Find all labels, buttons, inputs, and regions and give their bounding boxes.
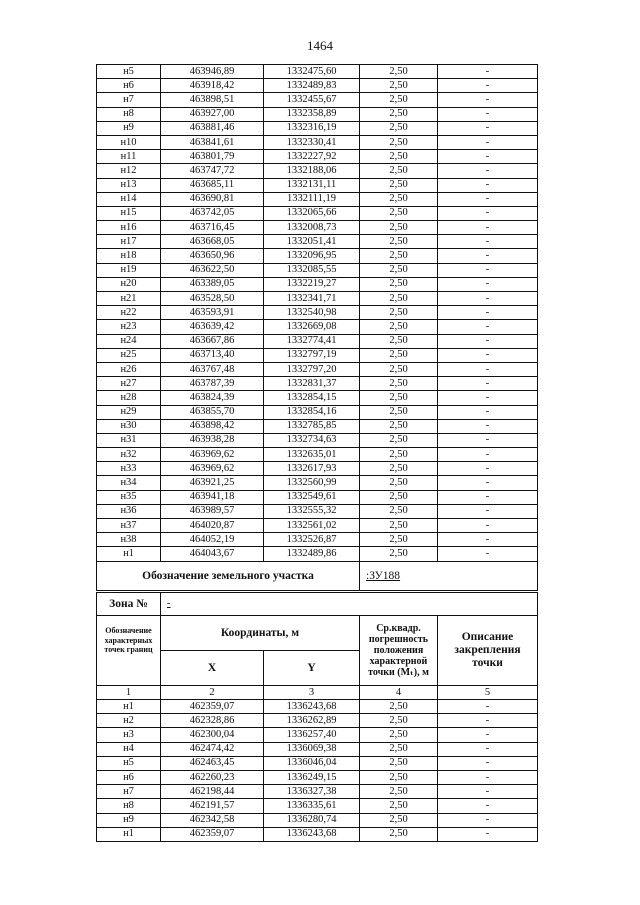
x-coordinate-cell: 463747,72 (161, 164, 264, 178)
error-cell: 2,50 (360, 277, 438, 291)
table-row (97, 519, 538, 533)
error-cell: 2,50 (360, 320, 438, 334)
x-coordinate-cell: 463946,89 (161, 65, 264, 79)
column-number-row (97, 686, 538, 700)
error-cell: 2,50 (360, 419, 438, 433)
y-coordinate-cell: 1332797,20 (264, 362, 360, 376)
y-coordinate-cell: 1332316,19 (264, 121, 360, 135)
x-coordinate-cell: 463593,91 (161, 306, 264, 320)
description-cell: - (438, 433, 538, 447)
point-id-cell: н29 (97, 405, 161, 419)
point-id-cell: н17 (97, 235, 161, 249)
error-cell: 2,50 (360, 728, 438, 742)
description-cell: - (438, 334, 538, 348)
description-cell: - (438, 79, 538, 93)
x-coordinate-cell: 462463,45 (161, 756, 264, 770)
description-cell: - (438, 206, 538, 220)
column-number: 1 (97, 686, 161, 700)
x-coordinate-cell: 464020,87 (161, 519, 264, 533)
table-row (97, 827, 538, 841)
land-plot-value: :ЗУ188 (360, 561, 538, 590)
y-coordinate-cell: 1332560,99 (264, 476, 360, 490)
error-cell: 2,50 (360, 348, 438, 362)
error-cell: 2,50 (360, 65, 438, 79)
description-cell: - (438, 756, 538, 770)
x-coordinate-cell: 464043,67 (161, 547, 264, 561)
point-id-cell: н5 (97, 756, 161, 770)
error-cell: 2,50 (360, 490, 438, 504)
header-row (97, 616, 538, 651)
description-cell: - (438, 742, 538, 756)
description-cell: - (438, 770, 538, 784)
error-cell: 2,50 (360, 178, 438, 192)
point-id-cell: н38 (97, 533, 161, 547)
point-id-cell: н24 (97, 334, 161, 348)
x-coordinate-cell: 462300,04 (161, 728, 264, 742)
point-id-cell: н11 (97, 150, 161, 164)
x-coordinate-cell: 462342,58 (161, 813, 264, 827)
point-id-cell: н5 (97, 65, 161, 79)
table-row (97, 756, 538, 770)
description-cell: - (438, 135, 538, 149)
table-row (97, 785, 538, 799)
description-cell: - (438, 799, 538, 813)
error-cell: 2,50 (360, 742, 438, 756)
table-row (97, 135, 538, 149)
error-cell: 2,50 (360, 700, 438, 714)
description-cell: - (438, 178, 538, 192)
description-cell: - (438, 391, 538, 405)
y-coordinate-cell: 1332455,67 (264, 93, 360, 107)
error-cell: 2,50 (360, 533, 438, 547)
point-id-cell: н34 (97, 476, 161, 490)
column-number: 2 (161, 686, 264, 700)
table-row (97, 813, 538, 827)
table-row (97, 65, 538, 79)
error-cell: 2,50 (360, 249, 438, 263)
table-row (97, 377, 538, 391)
column-number: 5 (438, 686, 538, 700)
y-coordinate-cell: 1336069,38 (264, 742, 360, 756)
header-description: Описание закрепления точки (438, 616, 538, 686)
point-id-cell: н15 (97, 206, 161, 220)
y-coordinate-cell: 1336249,15 (264, 770, 360, 784)
x-coordinate-cell: 462191,57 (161, 799, 264, 813)
header-y: Y (264, 651, 360, 686)
x-coordinate-cell: 463881,46 (161, 121, 264, 135)
description-cell: - (438, 362, 538, 376)
zone-table-body (97, 700, 538, 842)
y-coordinate-cell: 1332774,41 (264, 334, 360, 348)
description-cell: - (438, 164, 538, 178)
error-cell: 2,50 (360, 519, 438, 533)
table-row (97, 121, 538, 135)
description-cell: - (438, 504, 538, 518)
description-cell: - (438, 476, 538, 490)
point-id-cell: н30 (97, 419, 161, 433)
x-coordinate-cell: 463713,40 (161, 348, 264, 362)
description-cell: - (438, 93, 538, 107)
y-coordinate-cell: 1332358,89 (264, 107, 360, 121)
y-coordinate-cell: 1332854,15 (264, 391, 360, 405)
description-cell: - (438, 490, 538, 504)
table-row (97, 405, 538, 419)
table-row (97, 533, 538, 547)
point-id-cell: н9 (97, 121, 161, 135)
y-coordinate-cell: 1332526,87 (264, 533, 360, 547)
error-cell: 2,50 (360, 192, 438, 206)
description-cell: - (438, 785, 538, 799)
y-coordinate-cell: 1336257,40 (264, 728, 360, 742)
x-coordinate-cell: 463824,39 (161, 391, 264, 405)
x-coordinate-cell: 463801,79 (161, 150, 264, 164)
x-coordinate-cell: 462359,07 (161, 700, 264, 714)
table-row (97, 714, 538, 728)
table-row (97, 334, 538, 348)
description-cell: - (438, 221, 538, 235)
y-coordinate-cell: 1332561,02 (264, 519, 360, 533)
description-cell: - (438, 263, 538, 277)
y-coordinate-cell: 1332085,55 (264, 263, 360, 277)
description-cell: - (438, 107, 538, 121)
description-cell: - (438, 306, 538, 320)
x-coordinate-cell: 463742,05 (161, 206, 264, 220)
table-row (97, 277, 538, 291)
description-cell: - (438, 192, 538, 206)
table-row (97, 433, 538, 447)
table-row (97, 362, 538, 376)
error-cell: 2,50 (360, 362, 438, 376)
error-cell: 2,50 (360, 221, 438, 235)
x-coordinate-cell: 463841,61 (161, 135, 264, 149)
point-id-cell: н22 (97, 306, 161, 320)
x-coordinate-cell: 463668,05 (161, 235, 264, 249)
y-coordinate-cell: 1332489,83 (264, 79, 360, 93)
land-plot-label: Обозначение земельного участка (97, 561, 360, 590)
x-coordinate-cell: 462474,42 (161, 742, 264, 756)
x-coordinate-cell: 463941,18 (161, 490, 264, 504)
x-coordinate-cell: 462198,44 (161, 785, 264, 799)
column-number: 3 (264, 686, 360, 700)
error-cell: 2,50 (360, 334, 438, 348)
table-row (97, 700, 538, 714)
point-id-cell: н13 (97, 178, 161, 192)
table-row (97, 448, 538, 462)
x-coordinate-cell: 463969,62 (161, 462, 264, 476)
description-cell: - (438, 150, 538, 164)
x-coordinate-cell: 463898,42 (161, 419, 264, 433)
table-row (97, 206, 538, 220)
x-coordinate-cell: 462359,07 (161, 827, 264, 841)
error-cell: 2,50 (360, 462, 438, 476)
table-row (97, 320, 538, 334)
x-coordinate-cell: 463650,96 (161, 249, 264, 263)
table-row (97, 728, 538, 742)
error-cell: 2,50 (360, 785, 438, 799)
error-cell: 2,50 (360, 547, 438, 561)
y-coordinate-cell: 1332549,61 (264, 490, 360, 504)
zone-row (97, 593, 538, 616)
y-coordinate-cell: 1332475,60 (264, 65, 360, 79)
point-id-cell: н35 (97, 490, 161, 504)
x-coordinate-cell: 463938,28 (161, 433, 264, 447)
point-id-cell: н16 (97, 221, 161, 235)
y-coordinate-cell: 1332540,98 (264, 306, 360, 320)
x-coordinate-cell: 463787,39 (161, 377, 264, 391)
y-coordinate-cell: 1332635,01 (264, 448, 360, 462)
table-row (97, 799, 538, 813)
point-id-cell: н8 (97, 107, 161, 121)
error-cell: 2,50 (360, 476, 438, 490)
description-cell: - (438, 714, 538, 728)
x-coordinate-cell: 463690,81 (161, 192, 264, 206)
y-coordinate-cell: 1332065,66 (264, 206, 360, 220)
description-cell: - (438, 519, 538, 533)
description-cell: - (438, 377, 538, 391)
x-coordinate-cell: 463639,42 (161, 320, 264, 334)
table-row (97, 164, 538, 178)
point-id-cell: н9 (97, 813, 161, 827)
x-coordinate-cell: 463716,45 (161, 221, 264, 235)
point-id-cell: н6 (97, 770, 161, 784)
error-cell: 2,50 (360, 150, 438, 164)
y-coordinate-cell: 1332797,19 (264, 348, 360, 362)
y-coordinate-cell: 1332188,06 (264, 164, 360, 178)
y-coordinate-cell: 1336243,68 (264, 827, 360, 841)
point-id-cell: н26 (97, 362, 161, 376)
point-id-cell: н1 (97, 700, 161, 714)
table-row (97, 249, 538, 263)
table-row (97, 79, 538, 93)
table-row (97, 107, 538, 121)
error-cell: 2,50 (360, 714, 438, 728)
header-x: X (161, 651, 264, 686)
table-row (97, 178, 538, 192)
y-coordinate-cell: 1332111,19 (264, 192, 360, 206)
error-cell: 2,50 (360, 235, 438, 249)
table-row (97, 93, 538, 107)
y-coordinate-cell: 1336046,04 (264, 756, 360, 770)
error-cell: 2,50 (360, 448, 438, 462)
point-id-cell: н1 (97, 547, 161, 561)
point-id-cell: н2 (97, 714, 161, 728)
y-coordinate-cell: 1332227,92 (264, 150, 360, 164)
x-coordinate-cell: 463927,00 (161, 107, 264, 121)
description-cell: - (438, 405, 538, 419)
description-cell: - (438, 292, 538, 306)
table-row (97, 462, 538, 476)
point-id-cell: н6 (97, 79, 161, 93)
description-cell: - (438, 700, 538, 714)
y-coordinate-cell: 1332617,93 (264, 462, 360, 476)
error-cell: 2,50 (360, 79, 438, 93)
page-number: 1464 (307, 38, 333, 53)
table-row (97, 221, 538, 235)
description-cell: - (438, 249, 538, 263)
description-cell: - (438, 827, 538, 841)
error-cell: 2,50 (360, 121, 438, 135)
point-id-cell: н18 (97, 249, 161, 263)
x-coordinate-cell: 463685,11 (161, 178, 264, 192)
column-number: 4 (360, 686, 438, 700)
description-cell: - (438, 277, 538, 291)
point-id-cell: н19 (97, 263, 161, 277)
point-id-cell: н4 (97, 742, 161, 756)
point-id-cell: н23 (97, 320, 161, 334)
description-cell: - (438, 121, 538, 135)
table-row (97, 192, 538, 206)
point-id-cell: н25 (97, 348, 161, 362)
error-cell: 2,50 (360, 770, 438, 784)
y-coordinate-cell: 1336280,74 (264, 813, 360, 827)
description-cell: - (438, 348, 538, 362)
table-row (97, 770, 538, 784)
zone-coordinates-table (96, 592, 538, 842)
description-cell: - (438, 813, 538, 827)
y-coordinate-cell: 1332096,95 (264, 249, 360, 263)
x-coordinate-cell: 463767,48 (161, 362, 264, 376)
point-id-cell: н10 (97, 135, 161, 149)
description-cell: - (438, 419, 538, 433)
y-coordinate-cell: 1332785,85 (264, 419, 360, 433)
error-cell: 2,50 (360, 504, 438, 518)
error-cell: 2,50 (360, 164, 438, 178)
x-coordinate-cell: 463969,62 (161, 448, 264, 462)
table-row (97, 306, 538, 320)
y-coordinate-cell: 1332330,41 (264, 135, 360, 149)
description-cell: - (438, 547, 538, 561)
table-row (97, 391, 538, 405)
table-row (97, 742, 538, 756)
y-coordinate-cell: 1332051,41 (264, 235, 360, 249)
description-cell: - (438, 235, 538, 249)
error-cell: 2,50 (360, 405, 438, 419)
y-coordinate-cell: 1332555,32 (264, 504, 360, 518)
error-cell: 2,50 (360, 93, 438, 107)
x-coordinate-cell: 463989,57 (161, 504, 264, 518)
x-coordinate-cell: 463898,51 (161, 93, 264, 107)
x-coordinate-cell: 463918,42 (161, 79, 264, 93)
x-coordinate-cell: 463622,50 (161, 263, 264, 277)
zone-label: Зона № (97, 593, 161, 616)
point-id-cell: н12 (97, 164, 161, 178)
header-error: Ср.квадр. погрешность положения характерной точки (Mₜ), м (360, 616, 438, 686)
y-coordinate-cell: 1332831,37 (264, 377, 360, 391)
table-row (97, 419, 538, 433)
error-cell: 2,50 (360, 206, 438, 220)
point-id-cell: н3 (97, 728, 161, 742)
error-cell: 2,50 (360, 391, 438, 405)
error-cell: 2,50 (360, 263, 438, 277)
header-point-designation: Обозначение характерных точек границ (97, 616, 161, 686)
point-id-cell: н37 (97, 519, 161, 533)
table-row (97, 292, 538, 306)
point-id-cell: н7 (97, 93, 161, 107)
error-cell: 2,50 (360, 433, 438, 447)
description-cell: - (438, 65, 538, 79)
error-cell: 2,50 (360, 813, 438, 827)
point-id-cell: н14 (97, 192, 161, 206)
point-id-cell: н33 (97, 462, 161, 476)
y-coordinate-cell: 1336262,89 (264, 714, 360, 728)
land-plot-row (97, 561, 538, 590)
y-coordinate-cell: 1332489,86 (264, 547, 360, 561)
error-cell: 2,50 (360, 135, 438, 149)
y-coordinate-cell: 1332008,73 (264, 221, 360, 235)
table-row (97, 263, 538, 277)
x-coordinate-cell: 463667,86 (161, 334, 264, 348)
y-coordinate-cell: 1332734,63 (264, 433, 360, 447)
point-id-cell: н7 (97, 785, 161, 799)
header-coordinates: Координаты, м (161, 616, 360, 651)
description-cell: - (438, 462, 538, 476)
error-cell: 2,50 (360, 756, 438, 770)
x-coordinate-cell: 463528,50 (161, 292, 264, 306)
y-coordinate-cell: 1332219,27 (264, 277, 360, 291)
y-coordinate-cell: 1332854,16 (264, 405, 360, 419)
table-row (97, 504, 538, 518)
y-coordinate-cell: 1336327,38 (264, 785, 360, 799)
x-coordinate-cell: 463855,70 (161, 405, 264, 419)
point-id-cell: н8 (97, 799, 161, 813)
x-coordinate-cell: 462328,86 (161, 714, 264, 728)
y-coordinate-cell: 1332131,11 (264, 178, 360, 192)
point-id-cell: н28 (97, 391, 161, 405)
table-row (97, 547, 538, 561)
x-coordinate-cell: 464052,19 (161, 533, 264, 547)
error-cell: 2,50 (360, 306, 438, 320)
zone-value: - (161, 593, 538, 616)
description-cell: - (438, 533, 538, 547)
y-coordinate-cell: 1332669,08 (264, 320, 360, 334)
table-row (97, 235, 538, 249)
point-id-cell: н31 (97, 433, 161, 447)
error-cell: 2,50 (360, 377, 438, 391)
x-coordinate-cell: 463921,25 (161, 476, 264, 490)
coordinates-table-body (97, 65, 538, 562)
table-row (97, 476, 538, 490)
x-coordinate-cell: 462260,23 (161, 770, 264, 784)
description-cell: - (438, 728, 538, 742)
error-cell: 2,50 (360, 292, 438, 306)
point-id-cell: н32 (97, 448, 161, 462)
point-id-cell: н27 (97, 377, 161, 391)
description-cell: - (438, 448, 538, 462)
error-cell: 2,50 (360, 827, 438, 841)
y-coordinate-cell: 1336335,61 (264, 799, 360, 813)
table-row (97, 348, 538, 362)
point-id-cell: н20 (97, 277, 161, 291)
y-coordinate-cell: 1336243,68 (264, 700, 360, 714)
table-row (97, 150, 538, 164)
error-cell: 2,50 (360, 799, 438, 813)
coordinates-table-continued (96, 64, 538, 591)
table-row (97, 490, 538, 504)
point-id-cell: н1 (97, 827, 161, 841)
description-cell: - (438, 320, 538, 334)
x-coordinate-cell: 463389,05 (161, 277, 264, 291)
point-id-cell: н21 (97, 292, 161, 306)
y-coordinate-cell: 1332341,71 (264, 292, 360, 306)
point-id-cell: н36 (97, 504, 161, 518)
error-cell: 2,50 (360, 107, 438, 121)
